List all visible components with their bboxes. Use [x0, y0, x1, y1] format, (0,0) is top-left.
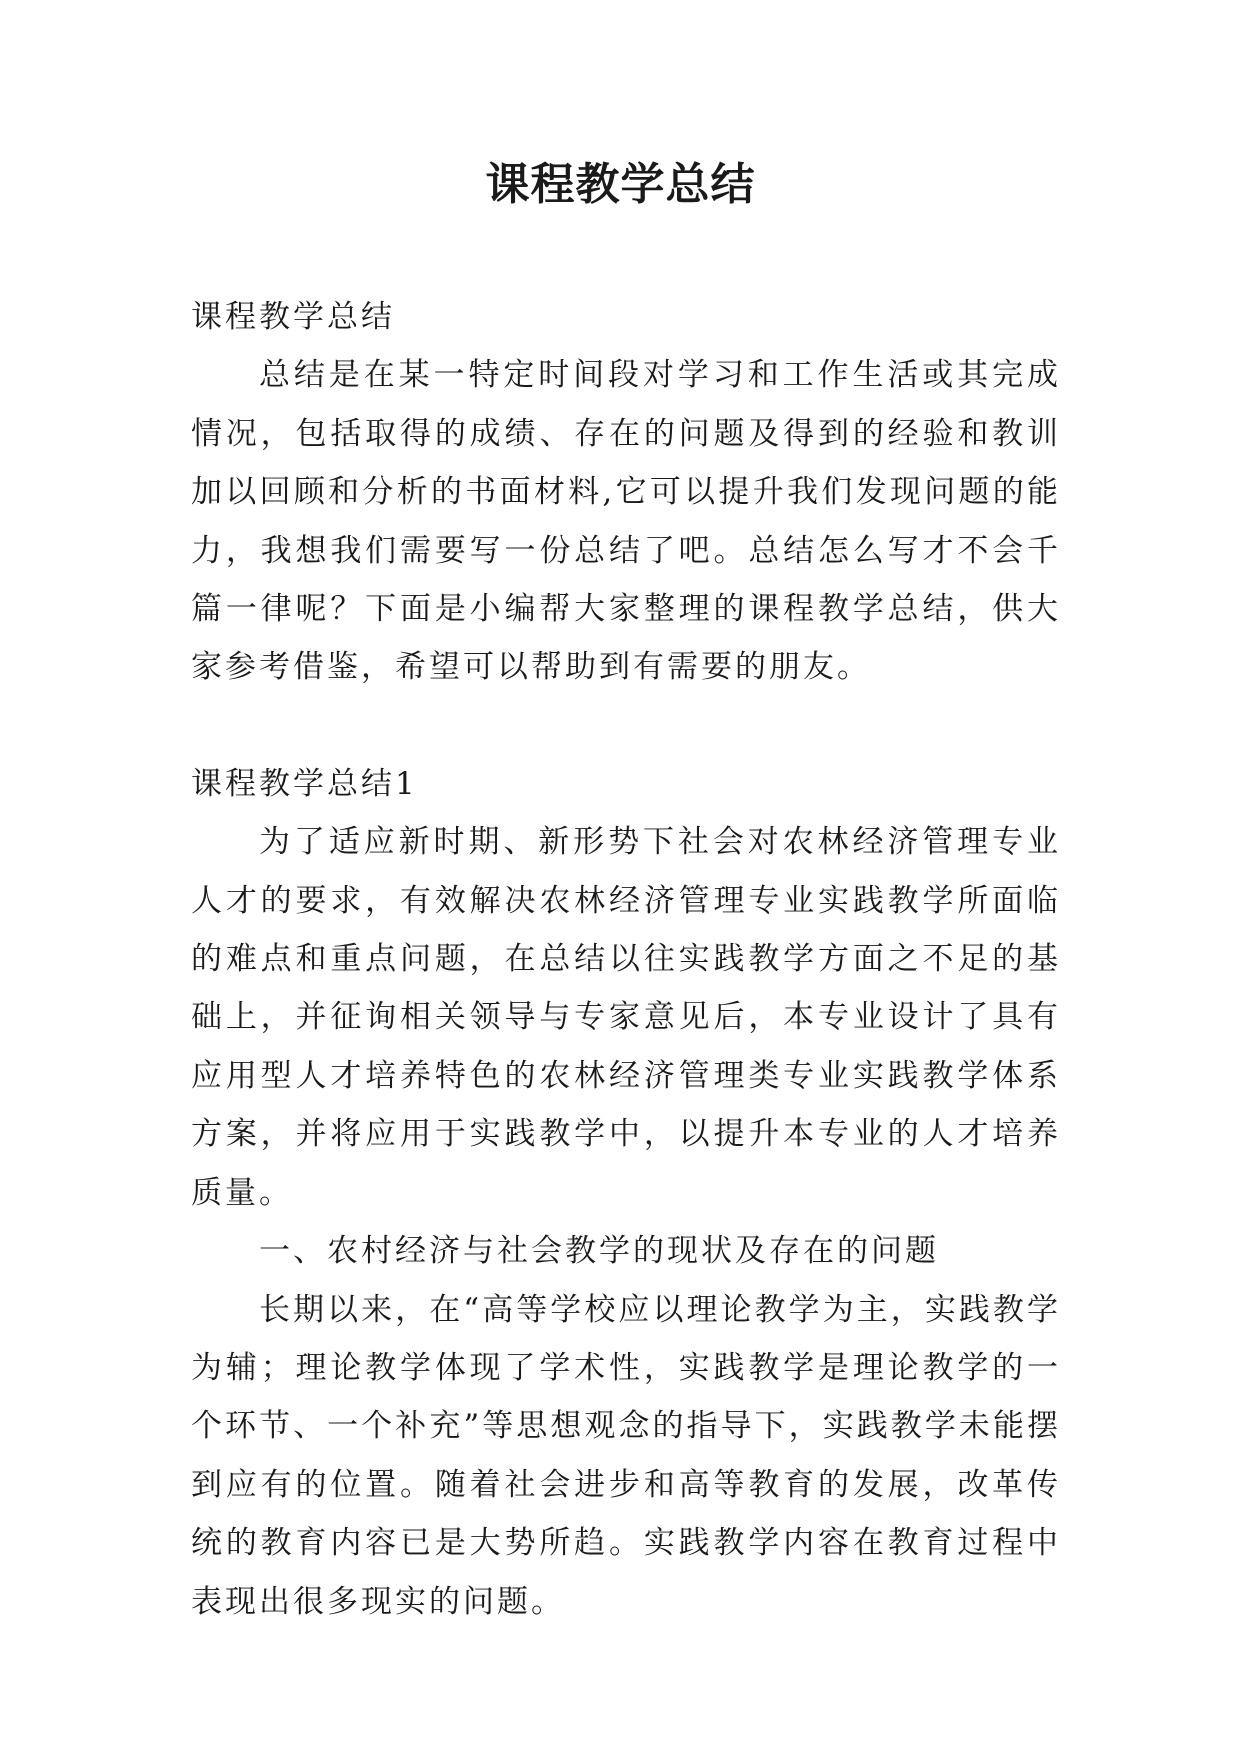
document-body [191, 288, 1061, 1631]
section-1-subheading: 一、农村经济与社会教学的现状及存在的问题 [259, 1233, 939, 1270]
section-1-heading: 课程教学总结1 [191, 765, 418, 802]
section-1-paragraph-1: 为了适应新时期、新形势下社会对农林经济管理专业人才的要求，有效解决农林经济管理专业实践教学所面临的难点和重点问题，在总结以往实践教学方面之不足的基础上，并征询相关领导与专家意见后，本专业设计了具有应用型人才培养特色的农林经济管理类专业实践教学体系方案，并将应用于实践教学中，以提升本专业的人才培养质量。 [191, 824, 1061, 1211]
section-1-paragraph-2: 长期以来，在“高等学校应以理论教学为主，实践教学为辅；理论教学体现了学术性，实践教学是理论教学的一个环节、一个补充”等思想观念的指导下，实践教学未能摆到应有的位置。随着社会进步和高等教育的发展，改革传统的教育内容已是大势所趋。实践教学内容在教育过程中表现出很多现实的问题。 [191, 1291, 1061, 1620]
intro-heading: 课程教学总结 [191, 299, 395, 335]
section-spacer [191, 697, 1061, 755]
document-title: 课程教学总结 [485, 159, 756, 210]
intro-paragraph: 总结是在某一特定时间段对学习和工作生活或其完成情况，包括取得的成绩、存在的问题及得到的经验和教训加以回顾和分析的书面材料,它可以提升我们发现问题的能力，我想我们需要写一份总结了吧。总结怎么写才不会千篇一律呢？下面是小编帮大家整理的课程教学总结，供大家参考借鉴，希望可以帮助到有需要的朋友。 [191, 357, 1061, 686]
